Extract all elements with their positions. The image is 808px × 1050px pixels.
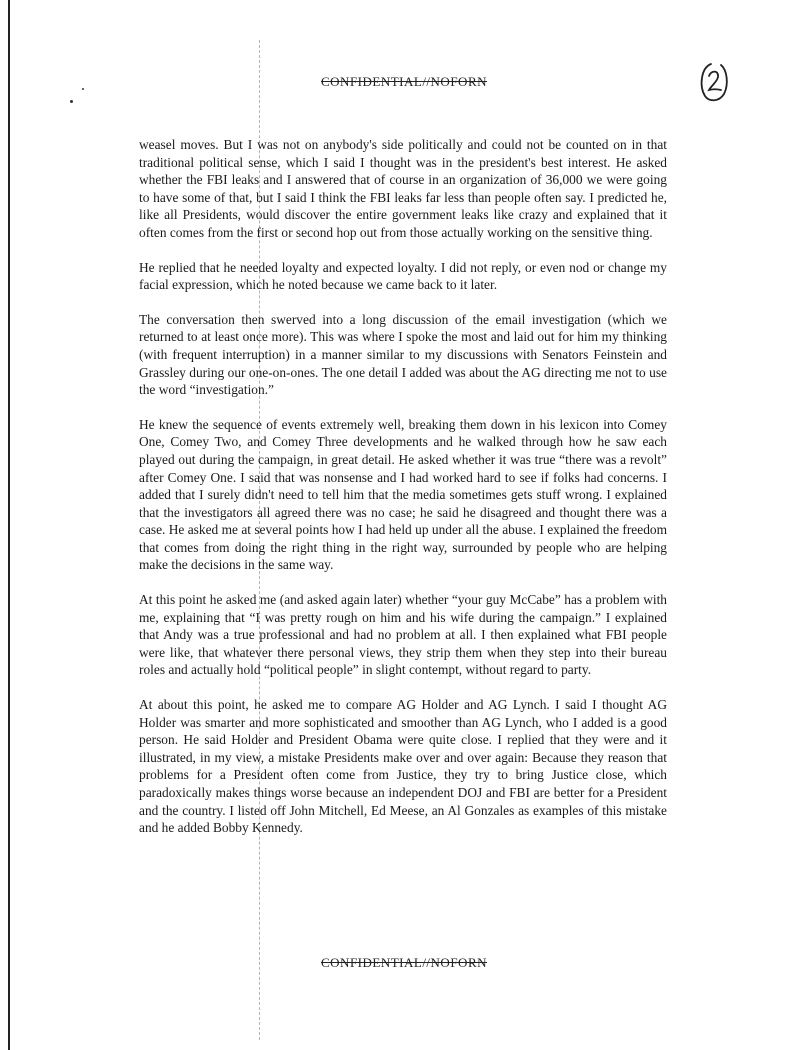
header-classification: CONFIDENTIAL//NOFORN [321, 74, 487, 89]
paragraph: At this point he asked me (and asked again later) whether “your guy McCabe” has a problem with me, explaining that “I was pretty rough on him and his wife during the campaign.” I explained that Andy was a true professional and had no problem at all. I then explained what FBI people were like, that whatever there personal views, they strip them when they step into their bureau roles and actually hold “political people” in slight contempt, without regard to party. [139, 592, 667, 678]
paragraph: He replied that he needed loyalty and expected loyalty. I did not reply, or even nod or change my facial expression, which he noted because we came back to it later. [139, 259, 667, 293]
paragraph: At about this point, he asked me to compare AG Holder and AG Lynch. I said I thought AG Holder was smarter and more sophisticated and smoother than AG Lynch, who I added is a good person. He said Holder and President Obama were quite close. I replied that they were and it illustrated, in my view, a mistake Presidents make over and over again: Because they reason that problems for a President often come from Justice, they try to bring Justice close, which paradoxically makes things worse because an independent DOJ and FBI are better for a President and the country. I listed off John Mitchell, Ed Meese, an Al Gonzales as examples of this mistake and he added Bobby Kennedy. [139, 697, 667, 836]
paragraph: He knew the sequence of events extremely well, breaking them down in his lexicon into Comey One, Comey Two, and Comey Three developments and he walked through how he saw each played out during the campaign, in great detail. He asked whether it was true “there was a revolt” after Comey One. I said that was nonsense and I had worked hard to see if folks had concerns. I added that I surely didn't need to tell him that the media sometimes gets stuff wrong. I explained that the investigators all agreed there was no case; he said he disagreed and thought there was a case. He asked me at several points how I had held up under all the abuse. I explained the freedom that comes from doing the right thing in the right way, surrounded by people who are helping make the decisions in the same way. [139, 416, 667, 573]
footer-classification: CONFIDENTIAL//NOFORN [321, 955, 487, 970]
paragraph: The conversation then swerved into a long discussion of the email investigation (which we returned to at least once more). This was where I spoke the most and laid out for him my thinking (with frequent interruption) in a manner similar to my discussions with Senators Feinstein and Grassley during our one-on-ones. The one detail I added was about the AG directing me not to use the word “investigation.” [139, 311, 667, 398]
handwritten-page-number [697, 60, 731, 104]
memo-body [139, 136, 667, 854]
scan-speck [70, 100, 73, 103]
circled-number-icon [697, 60, 731, 104]
scan-edge [8, 0, 10, 1050]
paragraph: weasel moves. But I was not on anybody's side politically and could not be counted on in that traditional political sense, which I said I thought was in the president's best interest. He asked whether the FBI leaks and I answered that of course in an organization of 36,000 we were going to have some of that, but I said I think the FBI leaks far less than people often say. I predicted he, like all Presidents, would discover the entire government leaks like crazy and explained that it often comes from the first or second hop out from those actually working on the sensitive thing. [139, 137, 667, 240]
